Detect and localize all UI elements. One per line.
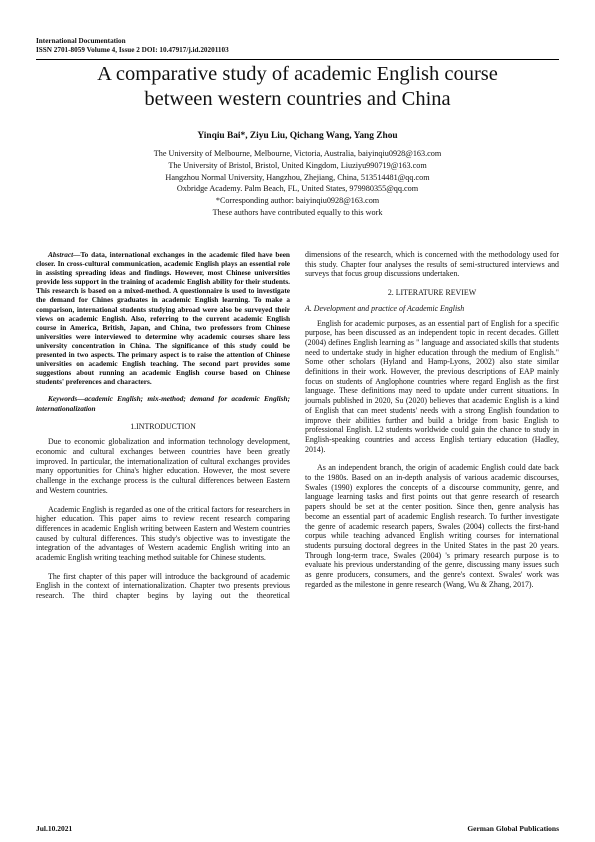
- abstract-text: —To data, international exchanges in the academic filed have been closer. In cross-cultural communication, academic English plays an essential role in assisting spreading ideas and findings. However, most Chinese universities provide less support in the training of academic English ability for their students. This research is based on a mixed-method. A questionnaire is used to investigate the demand for Chines graduates in academic English learning. To make a comparison, international students studying abroad were also be surveyed their views on academic English. Also, referring to the current academic English course in America, British, Japan, and China, two professors from Chinese universities were interviewed to determine why academic courses share less university concentration in China. The significance of this study could be presented in two aspects. The primary aspect is to raise the attention of Chinese universities on academic English teaching. The second part provides some suggestions about running an academic English course based on Chinese students' preferences and characters.: [36, 250, 290, 387]
- abstract: [36, 250, 290, 386]
- footer-date: Jul.10.2021: [36, 824, 73, 833]
- author-list: Yinqiu Bai*, Ziyu Liu, Qichang Wang, Yang Zhou: [197, 131, 398, 141]
- journal-name: International Documentation: [36, 37, 126, 45]
- right-column: [305, 250, 559, 590]
- issn-doi-line: ISSN 2701-8059 Volume 4, Issue 2 DOI: 10.47917/j.id.20201103: [36, 46, 229, 54]
- affiliation-line: Oxbridge Academy. Palm Beach, FL, United States, 979980355@qq.com: [176, 184, 419, 194]
- affiliations: [36, 148, 559, 219]
- equal-contribution-note: These authors have contributed equally to this work: [212, 207, 383, 217]
- abstract-label: Abstract: [48, 250, 74, 259]
- title-line-1: A comparative study of academic English course: [97, 63, 498, 85]
- affiliation-line: Hangzhou Normal University, Hangzhou, Zhejiang, China, 513514481@qq.com: [165, 172, 430, 182]
- literature-paragraph-2: As an independent branch, the origin of academic English could date back to the 1980s. Based on an in-depth analysis of various academic discourses, Swales (1990) explores the concepts of a discourse community, genre, and language learning tasks and first points out that genre research of research papers should be set at the center position. Since then, genre analysis has become an essential part of academic English research. To further investigate the genre of academic research papers, Swales (2004) collects the first-hand corpus while teaching advanced English writing courses for international students pursuing doctoral degrees in the United States in the past 20 years. Through long-term trace, Swales (2004) 's primary research purpose is to evaluate his previous understanding of the genre, discussing many issues such as genre producers, consumers, and the genre's context. Swales' work was regarded as the milestone in genre research (Wang, Wu & Zhang, 2017).: [305, 463, 559, 589]
- keywords: [36, 394, 290, 412]
- left-column: [36, 250, 290, 601]
- paper-title: [30, 62, 565, 112]
- keywords-text: —academic English; mix-method; demand for academic English; internationalization: [36, 394, 290, 413]
- affiliation-line: The University of Melbourne, Melbourne, Victoria, Australia, baiyinqiu0928@163.com: [153, 149, 442, 158]
- footer-publisher: German Global Publications: [467, 824, 559, 833]
- keywords-label: Keywords: [48, 394, 78, 404]
- introduction-heading: 1.INTRODUCTION: [130, 421, 196, 431]
- title-line-2: between western countries and China: [144, 88, 451, 110]
- corresponding-author: *Corresponding author: baiyinqiu0928@163.com: [215, 196, 380, 206]
- literature-paragraph-1: English for academic purposes, as an essential part of English for a specific purpose, has been discussed as an independent topic in recent decades. Gillett (2004) defines English learning as " language and associated skills that students need to undertake study in higher education through the medium of English." Some other scholars (Hyland and Hamp-Lyons, 2002) also state similar definitions in their work. However, the previous descriptions of EAP mainly focus on students of Anglophone countries where regard English as the first language. These definitions may need to update under current situations. In journals published in 2020, Su (2020) believes that academic English is a kind of English that can meet students' needs with a strong English foundation to improve their abilities further and build a bridge from basic English to professional English. L2 students worldwide could gain the chance to study in English-speaking countries and access English tertiary education (Hadley, 2014).: [305, 318, 559, 454]
- header-rule: [36, 59, 559, 60]
- intro-paragraph-3-continued: dimensions of the research, which is concerned with the methodology used for this study. Chapter four analyses the results of semi-structured interviews and surveys that focus group discussions undertaken.: [305, 250, 559, 279]
- intro-paragraph-3: The first chapter of this paper will introduce the background of academic English in the context of internationalization. Chapter two presents previous research. The third chapter begins by laying out the theoretical: [36, 571, 290, 601]
- literature-subheading: A. Development and practice of Academic English: [305, 303, 465, 313]
- intro-paragraph-1: Due to economic globalization and information technology development, economic and cultural exchanges between countries have been greatly improved. In particular, the internationalization of cultural exchanges provides many opportunities for China's higher education. However, the most severe challenge in the exchange process is the cultural differences between Eastern and Western countries.: [36, 437, 290, 495]
- affiliation-line: The University of Bristol, Bristol, United Kingdom, Liuziyu990719@163.com: [168, 160, 427, 170]
- intro-paragraph-2: Academic English is regarded as one of the critical factors for researchers in higher education. This paper aims to review recent research comparing differences in academic English writing between Eastern and Western countries caused by cultural differences. This study's objective was to investigate the integration of the advantages of Western academic English writing into an academic English writing teaching method suitable for Chinese students.: [36, 504, 290, 563]
- literature-review-heading: 2. LITERATURE REVIEW: [387, 288, 477, 298]
